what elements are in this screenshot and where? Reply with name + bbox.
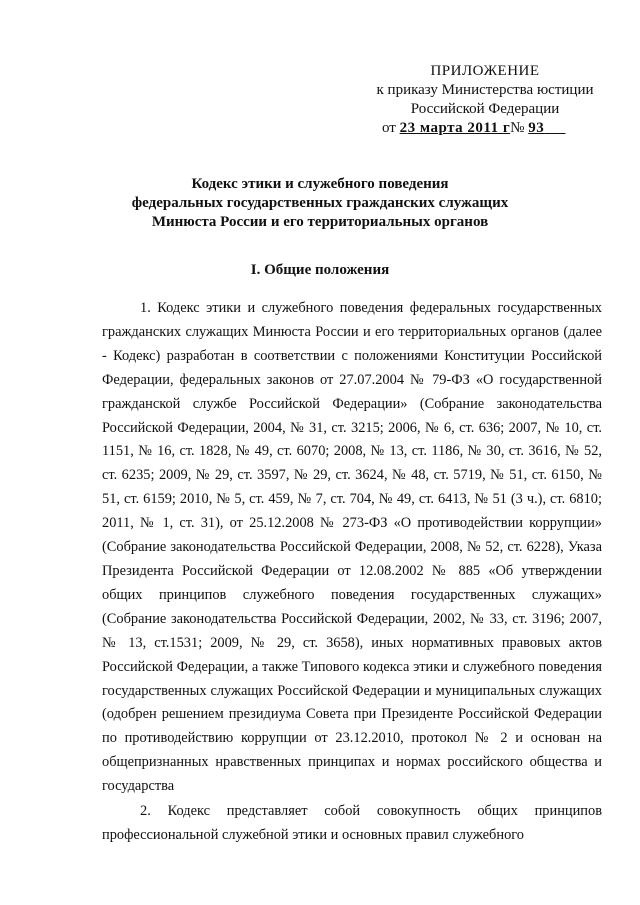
appendix-date-line: [360, 119, 610, 138]
document-body: [102, 297, 602, 848]
appendix-line-order: к приказу Министерства юстиции: [376, 82, 594, 98]
date-prefix: от: [382, 120, 396, 136]
order-number: 93: [528, 120, 545, 136]
title-line-2: федеральных государственных гражданских служащих: [131, 195, 509, 211]
paragraph-1: 1. Кодекс этики и служебного поведения федеральных государственных гражданских служащих Минюста России и его территориальных органов (далее - Кодекс) разработан в соответствии с положениями Конституции Российской Федерации, федеральных законов от 27.07.2004 № 79-ФЗ «О государственной гражданской службе Российской Федерации» (Собрание законодательства Российской Федерации, 2004, № 31, ст. 3215; 2006, № 6, ст. 636; 2007, № 10, ст. 1151, № 16, ст. 1828, № 49, ст. 6070; 2008, № 13, ст. 1186, № 30, ст. 3616, № 52, ст. 6235; 2009, № 29, ст. 3597, № 29, ст. 3624, № 48, ст. 5719, № 51, ст. 6150, № 51, ст. 6159; 2010, № 5, ст. 459, № 7, ст. 704, № 49, ст. 6413, № 51 (3 ч.), ст. 6810; 2011, № 1, ст. 31), от 25.12.2008 № 273-ФЗ «О противодействии коррупции» (Собрание законодательства Российской Федерации, 2008, № 52, ст. 6228), Указа Президента Российской Федерации от 12.08.2002 № 885 «Об утверждении общих принципов служебного поведения государственных служащих» (Собрание законодательства Российской Федерации, 2002, № 33, ст. 3196; 2007, № 13, ст.1531; 2009, № 29, ст. 3658), иных нормативных правовых актов Российской Федерации, а также Типового кодекса этики и служебного поведения государственных служащих Российской Федерации и муниципальных служащих (одобрен решением президиума Совета при Президенте Российской Федерации по противодействию коррупции от 23.12.2010, протокол № 2 и основан на общепризнанных нравственных принципах и нормах российского общества и государства: [102, 300, 602, 795]
appendix-line-federation: Российской Федерации: [410, 101, 560, 117]
appendix-block: [360, 62, 610, 138]
title-line-3: Минюста России и его территориальных органов: [151, 214, 489, 230]
document-title: [110, 175, 530, 232]
paragraph-2: 2. Кодекс представляет собой совокупность общих принципов профессиональной служебной этики и основных правил служебного: [102, 803, 602, 843]
section-heading: I. Общие положения: [250, 262, 390, 278]
number-label: №: [510, 120, 525, 136]
appendix-heading: ПРИЛОЖЕНИЕ: [430, 63, 540, 79]
order-date: 23 марта 2011 г: [399, 120, 511, 136]
title-line-1: Кодекс этики и служебного поведения: [191, 176, 449, 192]
